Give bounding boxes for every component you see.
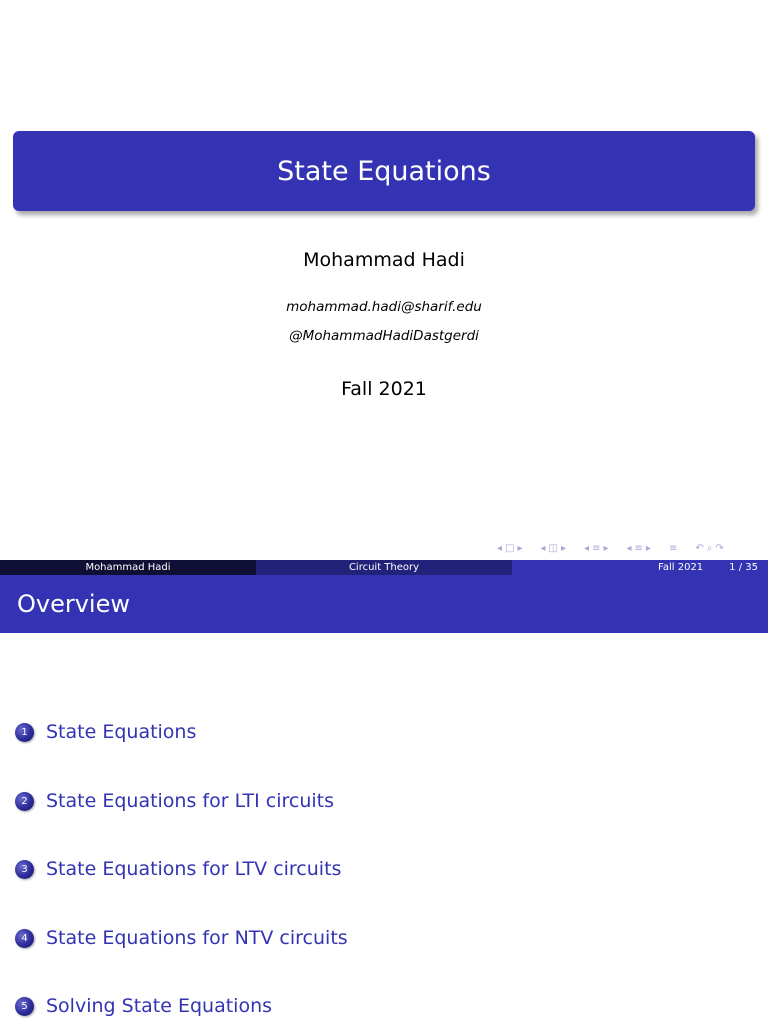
nav-next-icon[interactable]: ▸ (603, 542, 609, 554)
toc-number-ball: 2 (15, 792, 34, 811)
title-box (13, 131, 755, 211)
toc-item[interactable] (15, 927, 348, 949)
toc-label[interactable]: Solving State Equations (46, 995, 273, 1017)
footer-author: Mohammad Hadi (0, 560, 256, 575)
slide-title: State Equations (277, 155, 491, 187)
frame-title-bar (0, 575, 768, 633)
footer-right (512, 560, 768, 575)
author-name: Mohammad Hadi (303, 249, 465, 271)
toc-item[interactable] (15, 995, 272, 1017)
toc-label[interactable]: State Equations for LTV circuits (46, 858, 342, 880)
frame-title: Overview (17, 590, 130, 618)
toc-label[interactable]: State Equations for NTV circuits (46, 927, 348, 949)
slide-footer (0, 560, 768, 575)
nav-prev-icon[interactable]: ◂ (626, 542, 632, 554)
toc-item[interactable] (15, 858, 341, 880)
nav-next-icon[interactable]: ▸ (645, 542, 651, 554)
nav-search-icon[interactable]: ⌕ (706, 542, 713, 554)
toc-number-ball: 5 (15, 997, 34, 1016)
nav-back-icon[interactable]: ↶ (695, 542, 704, 554)
nav-next-icon[interactable]: ▸ (561, 542, 567, 554)
toc-number-ball: 3 (15, 860, 34, 879)
beamer-navigation-symbols[interactable] (497, 541, 765, 555)
nav-frame-icon[interactable]: □ (505, 542, 515, 554)
toc-label[interactable]: State Equations (46, 721, 197, 743)
nav-prev-icon[interactable]: ◂ (540, 542, 546, 554)
nav-section-icon[interactable]: ≡ (592, 542, 601, 554)
footer-date: Fall 2021 (658, 562, 704, 573)
toc-label[interactable]: State Equations for LTI circuits (46, 790, 335, 812)
nav-next-icon[interactable]: ▸ (517, 542, 523, 554)
table-of-contents (0, 633, 768, 1024)
nav-appendix-icon[interactable]: ≡ (668, 542, 678, 554)
author-handle: @MohammadHadiDastgerdi (289, 328, 479, 344)
slide-date: Fall 2021 (341, 378, 427, 400)
nav-prev-icon[interactable]: ◂ (497, 542, 503, 554)
nav-prev-icon[interactable]: ◂ (584, 542, 590, 554)
footer-page-number: 1 / 35 (729, 562, 758, 573)
nav-subsection-icon[interactable]: ◫ (548, 542, 558, 554)
author-email[interactable]: mohammad.hadi@sharif.edu (286, 299, 482, 315)
nav-document-icon[interactable]: ≡ (634, 542, 643, 554)
toc-number-ball: 4 (15, 929, 34, 948)
nav-forward-icon[interactable]: ↷ (715, 542, 724, 554)
toc-number-ball: 1 (15, 723, 34, 742)
toc-item[interactable] (15, 790, 334, 812)
footer-course: Circuit Theory (256, 560, 512, 575)
toc-item[interactable] (15, 721, 196, 743)
